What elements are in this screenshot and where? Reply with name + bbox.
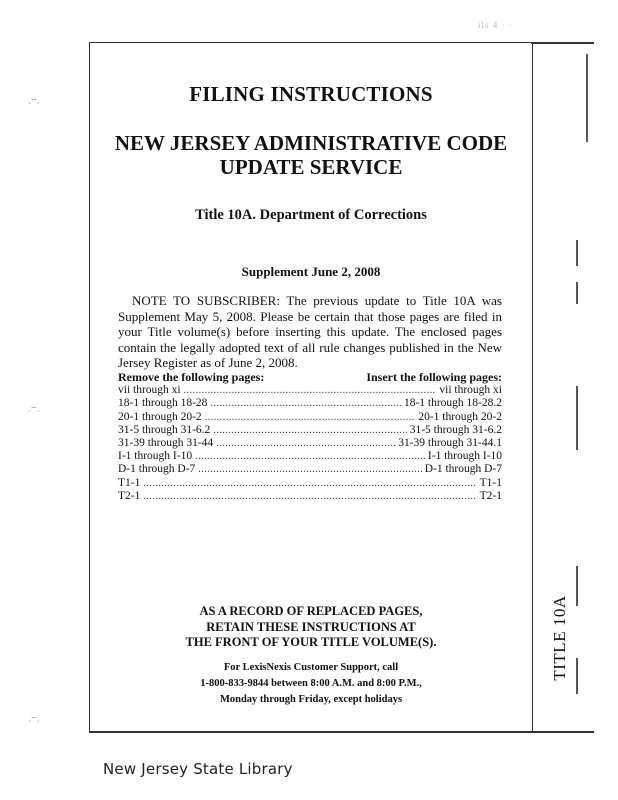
dot-leader — [195, 451, 425, 463]
dot-leader — [184, 385, 437, 397]
support-line-1: For LexisNexis Customer Support, call — [223, 662, 399, 673]
remove-pages-cell: T1-1 — [118, 476, 141, 489]
supplement-date: Supplement June 2, 2008 — [241, 264, 381, 279]
remove-pages-cell: 31-5 through 31-6.2 — [118, 423, 211, 436]
record-instructions — [89, 604, 533, 651]
remove-pages-cell: vii through xi — [118, 384, 181, 397]
filing-table-header — [118, 371, 502, 383]
code-title-line-2: UPDATE SERVICE — [219, 155, 403, 179]
table-row — [118, 463, 502, 476]
remove-pages-cell: 31-39 through 31-44 — [118, 437, 214, 450]
side-rule-lower-a — [576, 566, 578, 606]
table-row — [118, 397, 502, 410]
table-row — [118, 490, 502, 503]
dot-leader — [210, 398, 401, 410]
insert-pages-cell: 31-5 through 31-6.2 — [409, 423, 502, 436]
insert-pages-cell: T1-1 — [479, 476, 502, 489]
page-heading: FILING INSTRUCTIONS — [189, 82, 433, 106]
record-line-2: RETAIN THESE INSTRUCTIONS AT — [206, 619, 416, 634]
subscriber-note: NOTE TO SUBSCRIBER: The previous update to Title 10A was Supplement May 5, 2008. Please be certain that those pages are filed in your Title volume(s) before inserting this update. The enclosed pages contain the legally adopted text of all rule changes published in the New Jersey Register as of June 2, 2008. — [118, 293, 502, 370]
remove-pages-cell: I-1 through I-10 — [118, 450, 193, 463]
record-line-3: THE FRONT OF YOUR TITLE VOLUME(S). — [185, 635, 437, 649]
insert-pages-cell: I-1 through I-10 — [427, 450, 502, 463]
support-line-3: Monday through Friday, except holidays — [219, 694, 403, 705]
remove-pages-cell: T2-1 — [118, 489, 141, 502]
table-row — [118, 450, 502, 463]
title-line: Title 10A. Department of Corrections — [195, 207, 427, 223]
remove-pages-cell: 20-1 through 20-2 — [118, 410, 202, 423]
insert-pages-cell: T2-1 — [479, 489, 502, 502]
support-line-2: 1-800-833-9844 between 8:00 A.M. and 8:00 P.M., — [200, 678, 422, 689]
frame-top-extension — [531, 42, 594, 44]
binder-hole-mark-middle: ˎ⌣ˏ — [28, 402, 40, 412]
dot-leader — [143, 478, 476, 490]
side-rule-mid-c — [576, 386, 578, 450]
table-row — [118, 384, 502, 397]
side-rule-top — [586, 54, 588, 142]
remove-pages-header: Remove the following pages: — [118, 370, 265, 384]
dot-leader — [216, 438, 395, 450]
filing-table — [118, 371, 502, 503]
remove-pages-cell: 18-1 through 18-28 — [118, 397, 208, 410]
table-row — [118, 424, 502, 437]
insert-pages-cell: D-1 through D-7 — [424, 463, 502, 476]
dot-leader — [143, 491, 476, 503]
insert-pages-cell: 20-1 through 20-2 — [418, 410, 502, 423]
frame-bottom-rule — [89, 731, 594, 733]
code-title-line-1: NEW JERSEY ADMINISTRATIVE CODE — [114, 131, 508, 155]
binder-hole-mark-bottom: ˎ⌣ˏ — [28, 712, 40, 722]
dot-leader — [213, 425, 406, 437]
dot-leader — [198, 464, 421, 476]
dot-leader — [205, 412, 416, 424]
insert-pages-cell: 18-1 through 18-28.2 — [403, 397, 502, 410]
side-rule-mid-b — [576, 282, 578, 304]
insert-pages-header: Insert the following pages: — [366, 370, 502, 384]
customer-support — [89, 660, 533, 708]
record-line-1: AS A RECORD OF REPLACED PAGES, — [199, 604, 423, 618]
side-rule-mid-a — [576, 240, 578, 266]
filing-table-rows — [118, 384, 502, 503]
table-row — [118, 437, 502, 450]
library-stamp: New Jersey State Library — [103, 760, 293, 778]
binder-hole-mark-top: ˎ⌣ˏ — [28, 94, 40, 104]
insert-pages-cell: 31-39 through 31-44.1 — [398, 437, 502, 450]
vertical-title-tab: TITLE 10A — [550, 595, 569, 681]
remove-pages-cell: D-1 through D-7 — [118, 463, 196, 476]
table-row — [118, 411, 502, 424]
insert-pages-cell: vii through xi — [439, 384, 502, 397]
side-rule-lower-b — [576, 658, 578, 694]
table-row — [118, 477, 502, 490]
top-margin-note: ils 4 · · — [478, 20, 513, 30]
code-title — [89, 131, 533, 179]
